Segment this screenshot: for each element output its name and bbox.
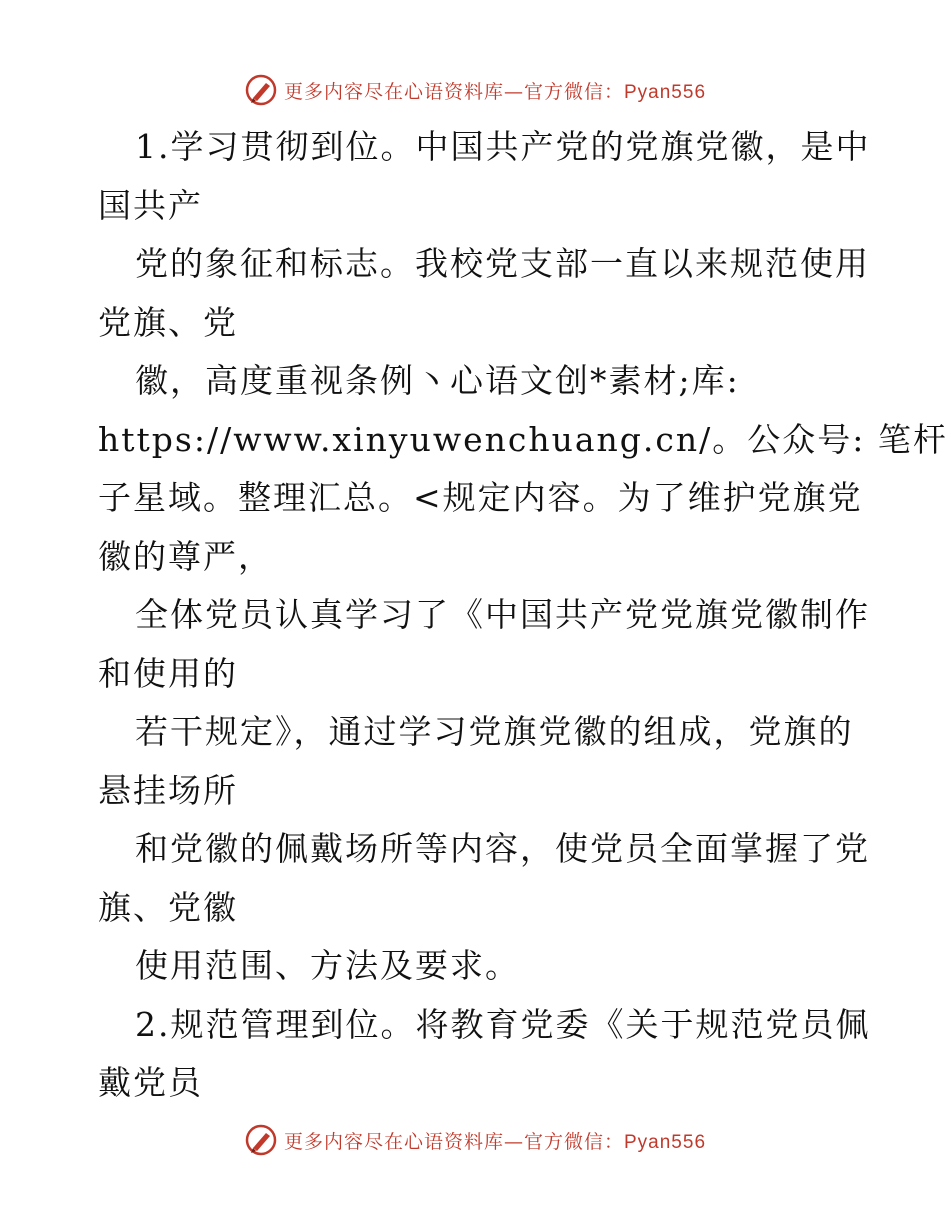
footer-banner-text: 更多内容尽在心语资料库—官方微信：Pyan556	[283, 1130, 707, 1153]
body-line: 旗、党徽	[98, 887, 238, 927]
body-line: 和使用的	[98, 653, 238, 693]
body-line: 党旗、党	[98, 302, 238, 342]
body-line: 全体党员认真学习了《中国共产党党旗党徽制作	[135, 595, 870, 634]
body-line: 2.规范管理到位。将教育党委《关于规范党员佩	[135, 1004, 871, 1044]
footer-wechat-id: Pyan556	[624, 1131, 707, 1153]
body-line: 使用范围、方法及要求。	[135, 946, 520, 985]
pen-logo-icon	[244, 1123, 278, 1157]
header-banner-text: 更多内容尽在心语资料库—官方微信：Pyan556	[283, 80, 707, 103]
body-line: 徽的尊严，	[98, 536, 273, 576]
footer-banner	[0, 1120, 950, 1160]
body-line: 1.学习贯彻到位。中国共产党的党旗党徽，是中	[135, 127, 871, 166]
body-line: 戴党员	[98, 1063, 203, 1102]
body-line: 若干规定》，通过学习党旗党徽的组成，党旗的	[135, 712, 854, 751]
header-wechat-id: Pyan556	[624, 81, 707, 103]
body-line: 国共产	[98, 185, 203, 225]
body-line: https://www.xinyuwenchuang.cn/。公众号: 笔杆	[98, 419, 948, 459]
header-banner	[0, 70, 950, 110]
pen-logo-icon	[244, 73, 278, 107]
body-line: 悬挂场所	[98, 770, 238, 810]
body-line: 和党徽的佩戴场所等内容，使党员全面掌握了党	[135, 829, 870, 868]
body-line: 子星域。整理汇总。<规定内容。为了维护党旗党	[98, 478, 863, 517]
body-line: 徽，高度重视条例丶心语文创*素材;库:	[135, 361, 740, 400]
body-line: 党的象征和标志。我校党支部一直以来规范使用	[135, 244, 870, 283]
document-body	[98, 118, 948, 1113]
